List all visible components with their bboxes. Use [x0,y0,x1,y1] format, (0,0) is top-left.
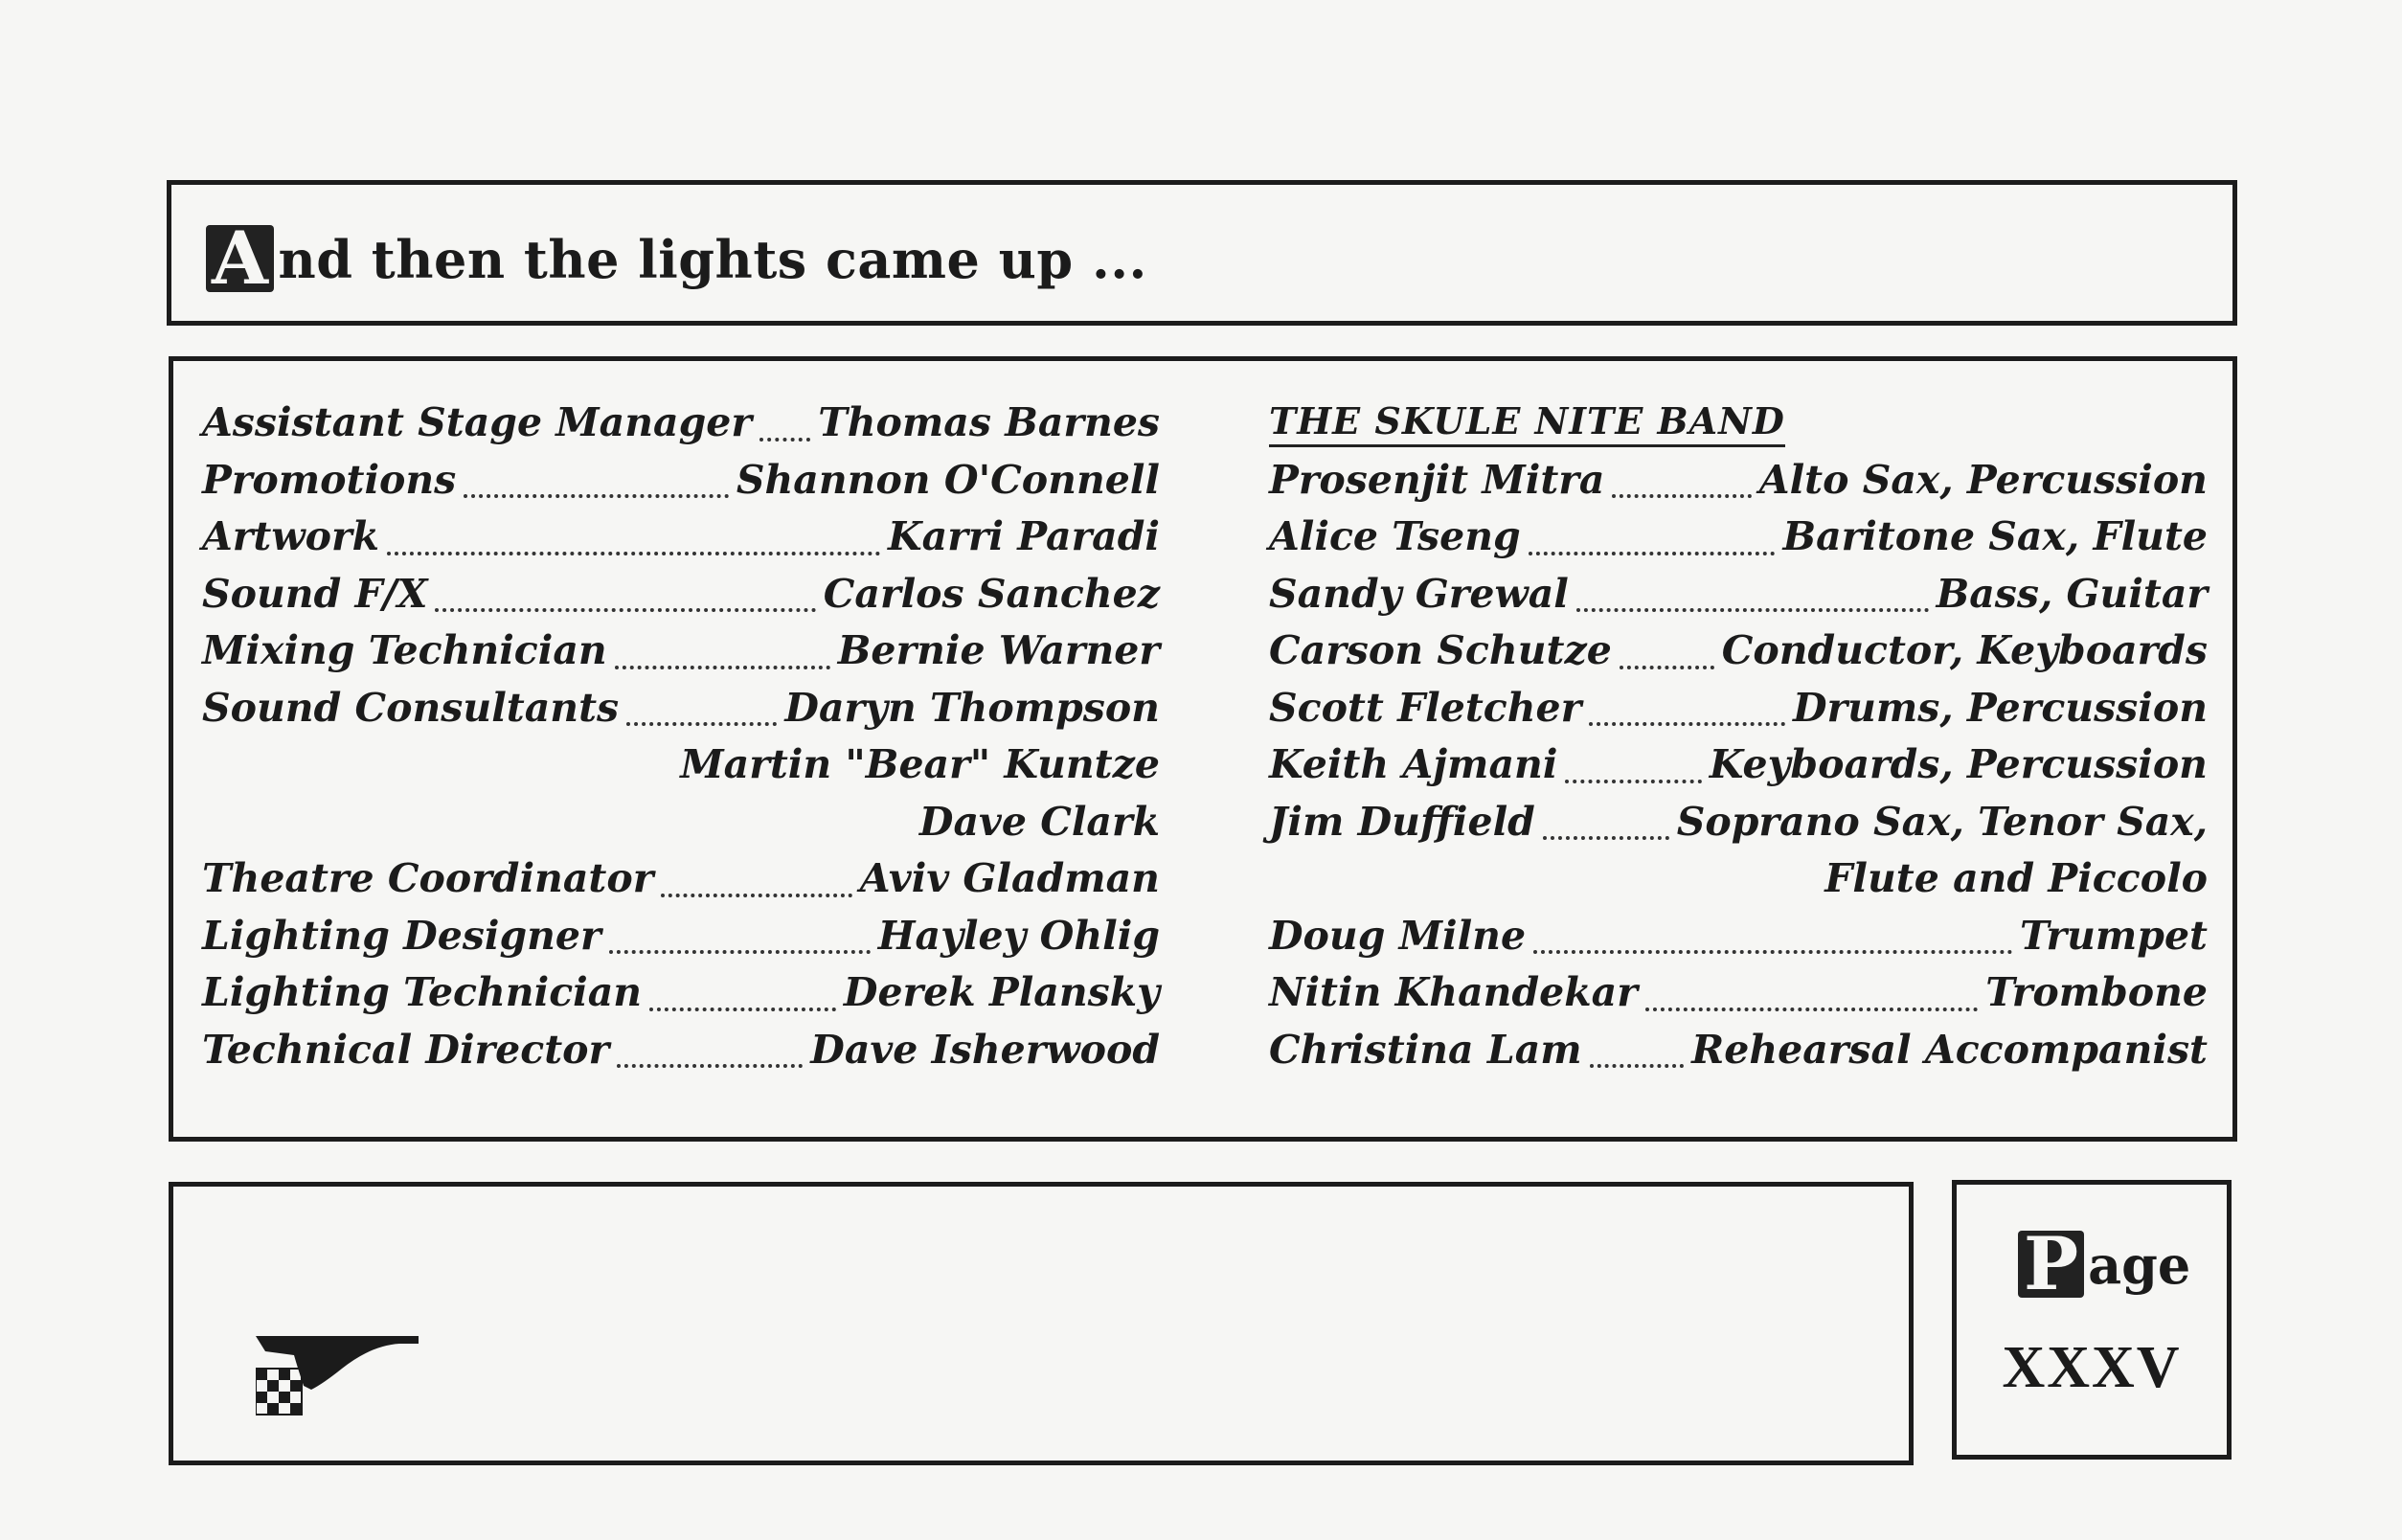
band-member-row [1269,627,2208,685]
credit-name: Dave Clark [918,798,1160,845]
credit-role: Theatre Coordinator [202,855,654,901]
band-member-row [1269,913,2208,970]
dot-leader [1533,950,2012,954]
band-member-row [1269,685,2208,742]
credit-name: Hayley Ohlig [877,912,1160,959]
credit-role: Mixing Technician [202,627,607,673]
credit-row [202,913,1160,970]
band-member-instrument: Trombone [1985,969,2208,1015]
page-number-box [1952,1180,2232,1460]
credit-role: Technical Director [202,1026,610,1073]
credit-name: Daryn Thompson [784,684,1160,731]
credits-box [169,356,2237,1142]
dot-leader [1576,608,1929,612]
band-heading [1269,399,2208,457]
band-heading-text: THE SKULE NITE BAND [1269,399,1785,447]
dot-leader [1529,552,1776,555]
credit-row [202,399,1160,457]
band-member-row [1269,741,2208,799]
credit-name: Thomas Barnes [818,399,1160,445]
band-credits-list [1269,399,2208,1083]
credit-role: Promotions [202,456,457,503]
credit-role: Sound Consultants [202,684,620,731]
credit-name: Carlos Sanchez [823,570,1160,617]
credit-name: Aviv Gladman [859,855,1160,901]
crew-credits-list [202,399,1160,1083]
credit-name: Karri Paradi [888,513,1160,559]
dot-leader [1620,666,1714,669]
dot-leader [649,1008,836,1011]
credit-name: Derek Plansky [843,969,1160,1015]
dot-leader [1612,494,1751,498]
band-member-name: Doug Milne [1269,912,1527,959]
band-member-name: Keith Ajmani [1269,741,1558,787]
credit-name: Shannon O'Connell [736,456,1160,503]
dot-leader [661,894,851,897]
band-member-instrument: Flute and Piccolo [1824,855,2208,901]
page-label-rest: age [2088,1234,2191,1296]
credit-row [202,855,1160,913]
dot-leader [615,666,830,669]
dot-leader [617,1064,803,1068]
dot-leader [1543,836,1669,840]
band-member-instrument: Baritone Sax, Flute [1782,513,2208,559]
credit-role: Sound F/X [202,570,428,617]
page-title [206,215,1147,301]
page-number: XXXV [2002,1335,2182,1400]
credit-row [202,627,1160,685]
credit-role: Assistant Stage Manager [202,399,752,445]
band-member-instrument: Soprano Sax, Tenor Sax, [1676,798,2208,845]
band-member-name: Prosenjit Mitra [1269,456,1605,503]
dot-leader [1590,1064,1685,1068]
band-member-row [1269,799,2208,856]
skule-emblem-icon [256,1330,428,1422]
band-member-instrument: Rehearsal Accompanist [1691,1026,2208,1073]
band-member-instrument: Keyboards, Percussion [1709,741,2208,787]
band-member-row [1269,571,2208,628]
credit-row [202,741,1160,799]
emblem-box [169,1182,1914,1465]
credit-role: Lighting Designer [202,912,601,959]
band-member-row [1269,1027,2208,1084]
title-dropcap: A [206,225,274,292]
dot-leader [759,438,810,442]
band-member-instrument: Trumpet [2019,912,2208,959]
band-member-name: Christina Lam [1269,1026,1582,1073]
title-box [167,180,2237,326]
page-dropcap: P [2018,1231,2084,1298]
credit-row [202,799,1160,856]
band-member-name: Alice Tseng [1269,513,1521,559]
band-member-row [1269,969,2208,1027]
dot-leader [609,950,871,954]
dot-leader [1565,780,1701,783]
band-member-row [1269,457,2208,514]
dot-leader [626,722,777,726]
credit-row [202,457,1160,514]
credit-row [202,685,1160,742]
dot-leader [387,552,880,555]
dot-leader [464,494,729,498]
credit-name: Martin "Bear" Kuntze [680,741,1160,787]
band-member-name: Carson Schutze [1269,627,1612,673]
credit-name: Bernie Warner [837,627,1160,673]
credit-row [202,1027,1160,1084]
credit-role: Artwork [202,513,380,559]
dot-leader [435,608,815,612]
band-member-instrument: Alto Sax, Percussion [1758,456,2208,503]
band-member-name: Nitin Khandekar [1269,969,1638,1015]
page-label [2018,1221,2191,1306]
dot-leader [1589,722,1785,726]
band-member-name: Scott Fletcher [1269,684,1582,731]
band-member-name: Sandy Grewal [1269,570,1569,617]
band-member-instrument: Conductor, Keyboards [1721,627,2208,673]
title-rest: nd then the lights came up ... [278,229,1147,290]
credit-row [202,513,1160,571]
band-member-row [1269,855,2208,913]
dot-leader [1645,1008,1978,1011]
credit-role: Lighting Technician [202,969,643,1015]
credit-name: Dave Isherwood [810,1026,1160,1073]
band-member-instrument: Bass, Guitar [1936,570,2208,617]
credit-row [202,571,1160,628]
band-member-name: Jim Duffield [1269,798,1535,845]
band-member-row [1269,513,2208,571]
band-member-instrument: Drums, Percussion [1792,684,2208,731]
credit-row [202,969,1160,1027]
